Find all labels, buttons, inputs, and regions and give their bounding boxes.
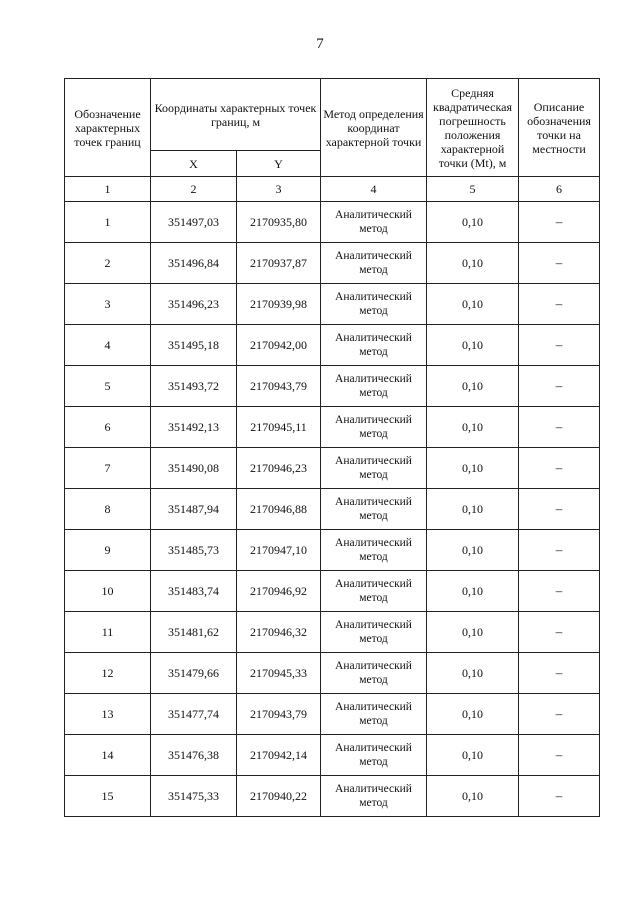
method-cell: Аналитический метод bbox=[321, 243, 427, 284]
y-cell: 2170946,92 bbox=[237, 571, 321, 612]
error-cell: 0,10 bbox=[427, 571, 519, 612]
point-cell: 9 bbox=[65, 530, 151, 571]
error-cell: 0,10 bbox=[427, 530, 519, 571]
error-cell: 0,10 bbox=[427, 284, 519, 325]
point-cell: 13 bbox=[65, 694, 151, 735]
header-description: Описание обозначения точки на местности bbox=[519, 79, 600, 177]
x-cell: 351475,33 bbox=[151, 776, 237, 817]
point-cell: 1 bbox=[65, 202, 151, 243]
description-cell: – bbox=[519, 735, 600, 776]
y-cell: 2170947,10 bbox=[237, 530, 321, 571]
table-row bbox=[65, 407, 600, 448]
x-cell: 351476,38 bbox=[151, 735, 237, 776]
x-cell: 351496,84 bbox=[151, 243, 237, 284]
description-cell: – bbox=[519, 243, 600, 284]
header-y: Y bbox=[237, 151, 321, 177]
y-cell: 2170945,33 bbox=[237, 653, 321, 694]
point-cell: 14 bbox=[65, 735, 151, 776]
table-row bbox=[65, 612, 600, 653]
point-cell: 12 bbox=[65, 653, 151, 694]
method-cell: Аналитический метод bbox=[321, 448, 427, 489]
y-cell: 2170946,88 bbox=[237, 489, 321, 530]
method-cell: Аналитический метод bbox=[321, 653, 427, 694]
description-cell: – bbox=[519, 653, 600, 694]
error-cell: 0,10 bbox=[427, 243, 519, 284]
description-cell: – bbox=[519, 407, 600, 448]
x-cell: 351477,74 bbox=[151, 694, 237, 735]
x-cell: 351492,13 bbox=[151, 407, 237, 448]
x-cell: 351485,73 bbox=[151, 530, 237, 571]
column-number: 3 bbox=[237, 177, 321, 202]
header-x: X bbox=[151, 151, 237, 177]
table-row bbox=[65, 489, 600, 530]
description-cell: – bbox=[519, 284, 600, 325]
table-row bbox=[65, 202, 600, 243]
y-cell: 2170940,22 bbox=[237, 776, 321, 817]
point-cell: 5 bbox=[65, 366, 151, 407]
error-cell: 0,10 bbox=[427, 776, 519, 817]
column-number: 5 bbox=[427, 177, 519, 202]
method-cell: Аналитический метод bbox=[321, 612, 427, 653]
method-cell: Аналитический метод bbox=[321, 694, 427, 735]
description-cell: – bbox=[519, 694, 600, 735]
error-cell: 0,10 bbox=[427, 202, 519, 243]
x-cell: 351481,62 bbox=[151, 612, 237, 653]
table-row bbox=[65, 776, 600, 817]
table-row bbox=[65, 366, 600, 407]
description-cell: – bbox=[519, 571, 600, 612]
description-cell: – bbox=[519, 366, 600, 407]
table-row bbox=[65, 653, 600, 694]
point-cell: 6 bbox=[65, 407, 151, 448]
table-row bbox=[65, 325, 600, 366]
table-row bbox=[65, 694, 600, 735]
y-cell: 2170943,79 bbox=[237, 694, 321, 735]
table-row bbox=[65, 530, 600, 571]
error-cell: 0,10 bbox=[427, 407, 519, 448]
method-cell: Аналитический метод bbox=[321, 284, 427, 325]
point-cell: 3 bbox=[65, 284, 151, 325]
header-coordinates: Координаты характерных точек границ, м bbox=[151, 79, 321, 151]
x-cell: 351479,66 bbox=[151, 653, 237, 694]
method-cell: Аналитический метод bbox=[321, 489, 427, 530]
y-cell: 2170942,14 bbox=[237, 735, 321, 776]
point-cell: 15 bbox=[65, 776, 151, 817]
point-cell: 8 bbox=[65, 489, 151, 530]
table-row bbox=[65, 284, 600, 325]
description-cell: – bbox=[519, 489, 600, 530]
error-cell: 0,10 bbox=[427, 325, 519, 366]
method-cell: Аналитический метод bbox=[321, 366, 427, 407]
method-cell: Аналитический метод bbox=[321, 735, 427, 776]
description-cell: – bbox=[519, 202, 600, 243]
method-cell: Аналитический метод bbox=[321, 407, 427, 448]
x-cell: 351490,08 bbox=[151, 448, 237, 489]
point-cell: 10 bbox=[65, 571, 151, 612]
y-cell: 2170939,98 bbox=[237, 284, 321, 325]
point-cell: 7 bbox=[65, 448, 151, 489]
x-cell: 351493,72 bbox=[151, 366, 237, 407]
x-cell: 351497,03 bbox=[151, 202, 237, 243]
y-cell: 2170935,80 bbox=[237, 202, 321, 243]
point-cell: 11 bbox=[65, 612, 151, 653]
column-number: 2 bbox=[151, 177, 237, 202]
table-row bbox=[65, 735, 600, 776]
column-number: 4 bbox=[321, 177, 427, 202]
y-cell: 2170945,11 bbox=[237, 407, 321, 448]
y-cell: 2170942,00 bbox=[237, 325, 321, 366]
boundary-points-table bbox=[64, 78, 600, 817]
error-cell: 0,10 bbox=[427, 612, 519, 653]
column-number: 1 bbox=[65, 177, 151, 202]
error-cell: 0,10 bbox=[427, 735, 519, 776]
description-cell: – bbox=[519, 448, 600, 489]
y-cell: 2170946,23 bbox=[237, 448, 321, 489]
header-designation: Обозначение характерных точек границ bbox=[65, 79, 151, 177]
table-row bbox=[65, 448, 600, 489]
description-cell: – bbox=[519, 530, 600, 571]
error-cell: 0,10 bbox=[427, 448, 519, 489]
point-cell: 4 bbox=[65, 325, 151, 366]
method-cell: Аналитический метод bbox=[321, 325, 427, 366]
page-number: 7 bbox=[316, 36, 324, 52]
method-cell: Аналитический метод bbox=[321, 571, 427, 612]
y-cell: 2170937,87 bbox=[237, 243, 321, 284]
method-cell: Аналитический метод bbox=[321, 776, 427, 817]
y-cell: 2170946,32 bbox=[237, 612, 321, 653]
column-number: 6 bbox=[519, 177, 600, 202]
table-row bbox=[65, 571, 600, 612]
header-error: Средняя квадратическая погрешность положения характерной точки (Mt), м bbox=[427, 79, 519, 177]
header-method: Метод определения координат характерной точки bbox=[321, 79, 427, 177]
table-body bbox=[65, 202, 600, 817]
point-cell: 2 bbox=[65, 243, 151, 284]
description-cell: – bbox=[519, 612, 600, 653]
description-cell: – bbox=[519, 325, 600, 366]
method-cell: Аналитический метод bbox=[321, 202, 427, 243]
error-cell: 0,10 bbox=[427, 366, 519, 407]
error-cell: 0,10 bbox=[427, 489, 519, 530]
error-cell: 0,10 bbox=[427, 694, 519, 735]
table-row bbox=[65, 243, 600, 284]
method-cell: Аналитический метод bbox=[321, 530, 427, 571]
error-cell: 0,10 bbox=[427, 653, 519, 694]
x-cell: 351487,94 bbox=[151, 489, 237, 530]
x-cell: 351495,18 bbox=[151, 325, 237, 366]
description-cell: – bbox=[519, 776, 600, 817]
x-cell: 351496,23 bbox=[151, 284, 237, 325]
x-cell: 351483,74 bbox=[151, 571, 237, 612]
y-cell: 2170943,79 bbox=[237, 366, 321, 407]
